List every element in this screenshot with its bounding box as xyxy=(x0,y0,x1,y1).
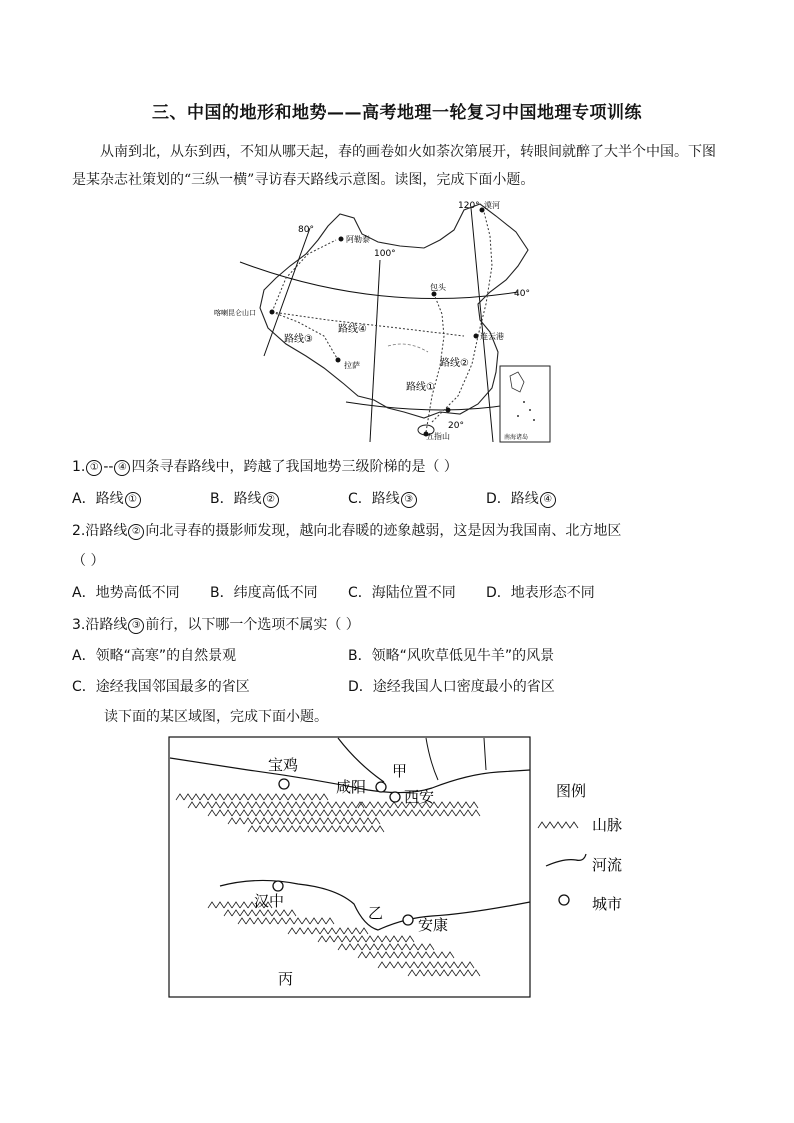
page-title: 三、中国的地形和地势——高考地理一轮复习中国地理专项训练 xyxy=(152,103,642,123)
q2-option-c[interactable]: C．海陆位置不同 xyxy=(348,585,456,601)
q3-option-c[interactable]: C．途经我国邻国最多的省区 xyxy=(72,679,250,695)
q1-option-a[interactable]: A．路线 ① xyxy=(72,488,142,508)
q3-prefix: 3.沿路线 xyxy=(72,617,128,633)
q2-option-a[interactable]: A．地势高低不同 xyxy=(72,585,180,601)
kunlun-label: 喀喇昆仑山口 xyxy=(214,309,256,317)
q3-option-d[interactable]: D．途经我国人口密度最小的省区 xyxy=(348,679,555,695)
q1-text: 四条寻春路线中，跨越了我国地势三级阶梯的是（ ） xyxy=(131,459,458,475)
legend-river-symbol xyxy=(546,854,586,866)
route4-label: 路线④ xyxy=(338,324,367,335)
q2-paren: （ ） xyxy=(72,553,105,569)
q1-option-d[interactable]: D．路线 ④ xyxy=(486,488,557,508)
legend-title: 图例 xyxy=(556,782,587,800)
mohe-label: 漠河 xyxy=(484,201,500,210)
question-1 xyxy=(72,456,458,476)
route1-label: 路线① xyxy=(406,382,435,393)
jia-label: 甲 xyxy=(392,762,408,780)
baoji-city xyxy=(279,779,289,789)
route3-label: 路线③ xyxy=(284,334,313,345)
hanzhong-city xyxy=(273,881,283,891)
lon80-label: 80° xyxy=(298,225,314,235)
xian-city xyxy=(390,792,400,802)
q2-mark: ② xyxy=(128,524,144,540)
baotou-label: 包头 xyxy=(430,283,446,292)
legend-mountain: 山脉 xyxy=(592,816,623,834)
bing-label: 丙 xyxy=(278,970,294,988)
lon100-label: 100° xyxy=(374,249,396,259)
lianyungang-label: 连云港 xyxy=(480,332,504,341)
legend-city-symbol xyxy=(559,895,569,905)
question-3 xyxy=(72,614,360,634)
xian-label: 西安 xyxy=(404,788,435,806)
hanzhong-label: 汉中 xyxy=(254,892,285,910)
q1-mark-4: ④ xyxy=(114,460,130,476)
legend-city: 城市 xyxy=(592,895,623,913)
yi-label: 乙 xyxy=(368,904,384,922)
q1-option-c[interactable]: C．路线 ③ xyxy=(348,488,418,508)
intro-paragraph: 从南到北，从东到西，不知从哪天起，春的画卷如火如荼次第展开，转眼间就醉了大半个中国。下图是某杂志社策划的“三纵一横”寻访春天路线示意图。读图，完成下面小题。 xyxy=(72,144,716,188)
lhasa-label: 拉萨 xyxy=(344,361,360,370)
question-2 xyxy=(72,520,621,540)
baoji-label: 宝鸡 xyxy=(268,756,299,774)
legend-mountain-symbol xyxy=(538,822,578,828)
lon120-label: 120° xyxy=(458,201,480,211)
inset-label: 南海诸岛 xyxy=(504,434,529,441)
q2-option-b[interactable]: B．纬度高低不同 xyxy=(210,585,318,601)
q3-mark: ③ xyxy=(128,618,144,634)
q3-option-a[interactable]: A．领略“高寒”的自然景观 xyxy=(72,648,237,664)
legend-river: 河流 xyxy=(592,856,623,874)
region-map xyxy=(168,736,638,1000)
read-instruction-2: 读下面的某区域图，完成下面小题。 xyxy=(104,709,328,725)
lat20-label: 20° xyxy=(448,421,464,431)
lat40-label: 40° xyxy=(514,289,530,299)
q1-mark-1: ① xyxy=(86,460,102,476)
q2-prefix: 2.沿路线 xyxy=(72,523,128,539)
china-route-map xyxy=(214,196,558,446)
q1-option-b[interactable]: B．路线 ② xyxy=(210,488,280,508)
ankang-city xyxy=(403,915,413,925)
q2-text: 向北寻春的摄影师发现，越向北春暖的迹象越弱，这是因为我国南、北方地区 xyxy=(145,523,622,539)
q3-text: 前行，以下哪一个选项不属实（ ） xyxy=(145,617,360,633)
ankang-label: 安康 xyxy=(418,916,449,934)
xianyang-label: 咸阳 xyxy=(336,778,367,796)
altay-label: 阿勒泰 xyxy=(346,235,370,244)
xianyang-city xyxy=(376,782,386,792)
q1-dash: -- xyxy=(103,459,114,475)
q1-number: 1. xyxy=(72,459,86,475)
route2-label: 路线② xyxy=(440,358,469,369)
wuzhishan-label: 五指山 xyxy=(426,432,450,441)
q3-option-b[interactable]: B．领略“风吹草低见牛羊”的风景 xyxy=(348,648,555,664)
q2-option-d[interactable]: D．地表形态不同 xyxy=(486,585,595,601)
